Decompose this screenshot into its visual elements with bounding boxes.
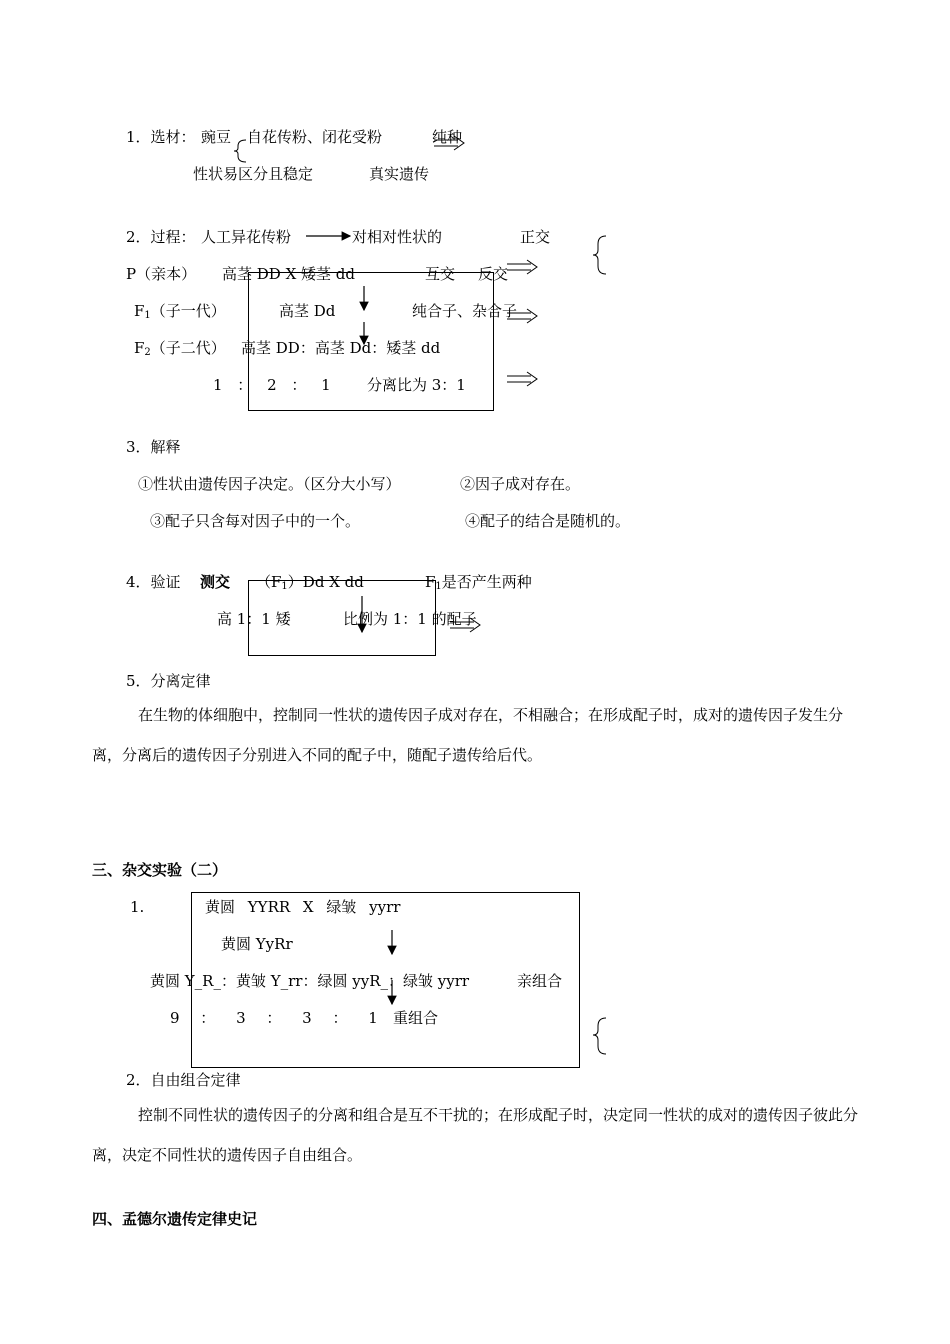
- sec3-f1: 黄圆 YyRr: [221, 935, 293, 953]
- s2-f1-value: 高茎 Dd: [279, 302, 336, 320]
- sec3-f2: 黄圆 Y_R_：黄皱 Y_rr：绿圆 yyR_：绿皱 yyrr: [150, 972, 470, 990]
- s5-law-text: 在生物的体细胞中，控制同一性状的遗传因子成对存在，不相融合；在形成配子时，成对的遗传因子发生分离，分离后的遗传因子分别进入不同的配子中，随配子遗传给后代。: [92, 706, 844, 764]
- sec3-parents: 黄圆 YYRR X 绿皱 yyrr: [205, 898, 401, 916]
- s2-number: 2．过程：: [126, 228, 196, 246]
- sec3-ratio: 9 ： 3 ： 3 ： 1: [170, 1009, 378, 1027]
- double-arrow-s2-b: [507, 309, 537, 323]
- double-arrow-s4: [450, 618, 480, 632]
- s3-point-1: ①性状由遗传因子决定。（区分大小写）: [138, 475, 401, 493]
- s3-point-3: ③配子只含每对因子中的一个。: [150, 512, 361, 530]
- s4-ratio: 比例为 1：1 的配子: [343, 610, 477, 628]
- s2-artificial-cross: 人工异花传粉: [201, 228, 292, 246]
- sec3-law-text: 控制不同性状的遗传因子的分离和组合是互不干扰的；在形成配子时，决定同一性状的成对的遗传因子彼此分离，决定不同性状的遗传因子自由组合。: [92, 1106, 859, 1164]
- s3-point-2: ②因子成对存在。: [460, 475, 581, 493]
- s2-mutual: 互交: [425, 265, 456, 283]
- s1-number: 1．选材：: [126, 128, 196, 146]
- s4-testcross: 测交: [200, 573, 231, 591]
- s2-reciprocal: 正交: [520, 228, 551, 246]
- sec3-heading: 三、杂交实验（二）: [92, 861, 228, 879]
- s4-number: 4．验证: [126, 573, 181, 591]
- sec3-number: 1.: [130, 898, 145, 916]
- s2-ratio: 1 ： 2 ： 1: [213, 376, 331, 394]
- s3-point-4: ④配子的结合是随机的。: [465, 512, 631, 530]
- s4-question: $F_1$是否产生两种: [425, 573, 532, 592]
- s4-cross: $(F_1)Dd$ X dd: [256, 573, 364, 592]
- s1-traits: 性状易区分且稳定: [193, 165, 314, 183]
- double-arrow-s2-c: [507, 372, 537, 386]
- s1-self-pollination: 自花传粉、闭花受粉: [247, 128, 383, 146]
- s2-p-cross: 高茎 DD X 矮茎 dd: [222, 265, 356, 283]
- sec3-parental: 亲组合: [517, 972, 563, 990]
- s2-p-label: P（亲本）: [126, 265, 197, 283]
- double-arrow-s1: [434, 136, 464, 150]
- sec3-law-title: 2．自由组合定律: [126, 1071, 241, 1089]
- s2-f1-label: $F_1$（子一代）: [134, 302, 226, 321]
- s2-f2-value: 高茎 DD：高茎 Dd：矮茎 dd: [241, 339, 441, 357]
- double-arrow-s2-a: [507, 260, 537, 274]
- s1-true-breeding: 真实遗传: [369, 165, 430, 183]
- s1-pea: 豌豆: [201, 128, 232, 146]
- s2-reverse: 反交: [478, 265, 509, 283]
- s5-title: 5．分离定律: [126, 672, 211, 690]
- s1-pure-line: 纯种: [432, 128, 463, 146]
- s2-f2-label: $F_2$（子二代）: [134, 339, 226, 358]
- brace-s1: [234, 140, 246, 162]
- s3-title: 3．解释: [126, 438, 181, 456]
- brace-s2: [593, 236, 606, 274]
- s2-separation-ratio: 分离比为 3：1: [367, 376, 466, 394]
- sec4-heading: 四、孟德尔遗传定律史记: [92, 1210, 258, 1228]
- s2-relative-traits: 对相对性状的: [352, 228, 443, 246]
- brace-sec3: [593, 1018, 606, 1054]
- s2-f1-type: 纯合子、杂合子: [412, 302, 518, 320]
- sec3-recombinant: 重组合: [393, 1009, 439, 1027]
- s4-result: 高 1：1 矮: [217, 610, 291, 628]
